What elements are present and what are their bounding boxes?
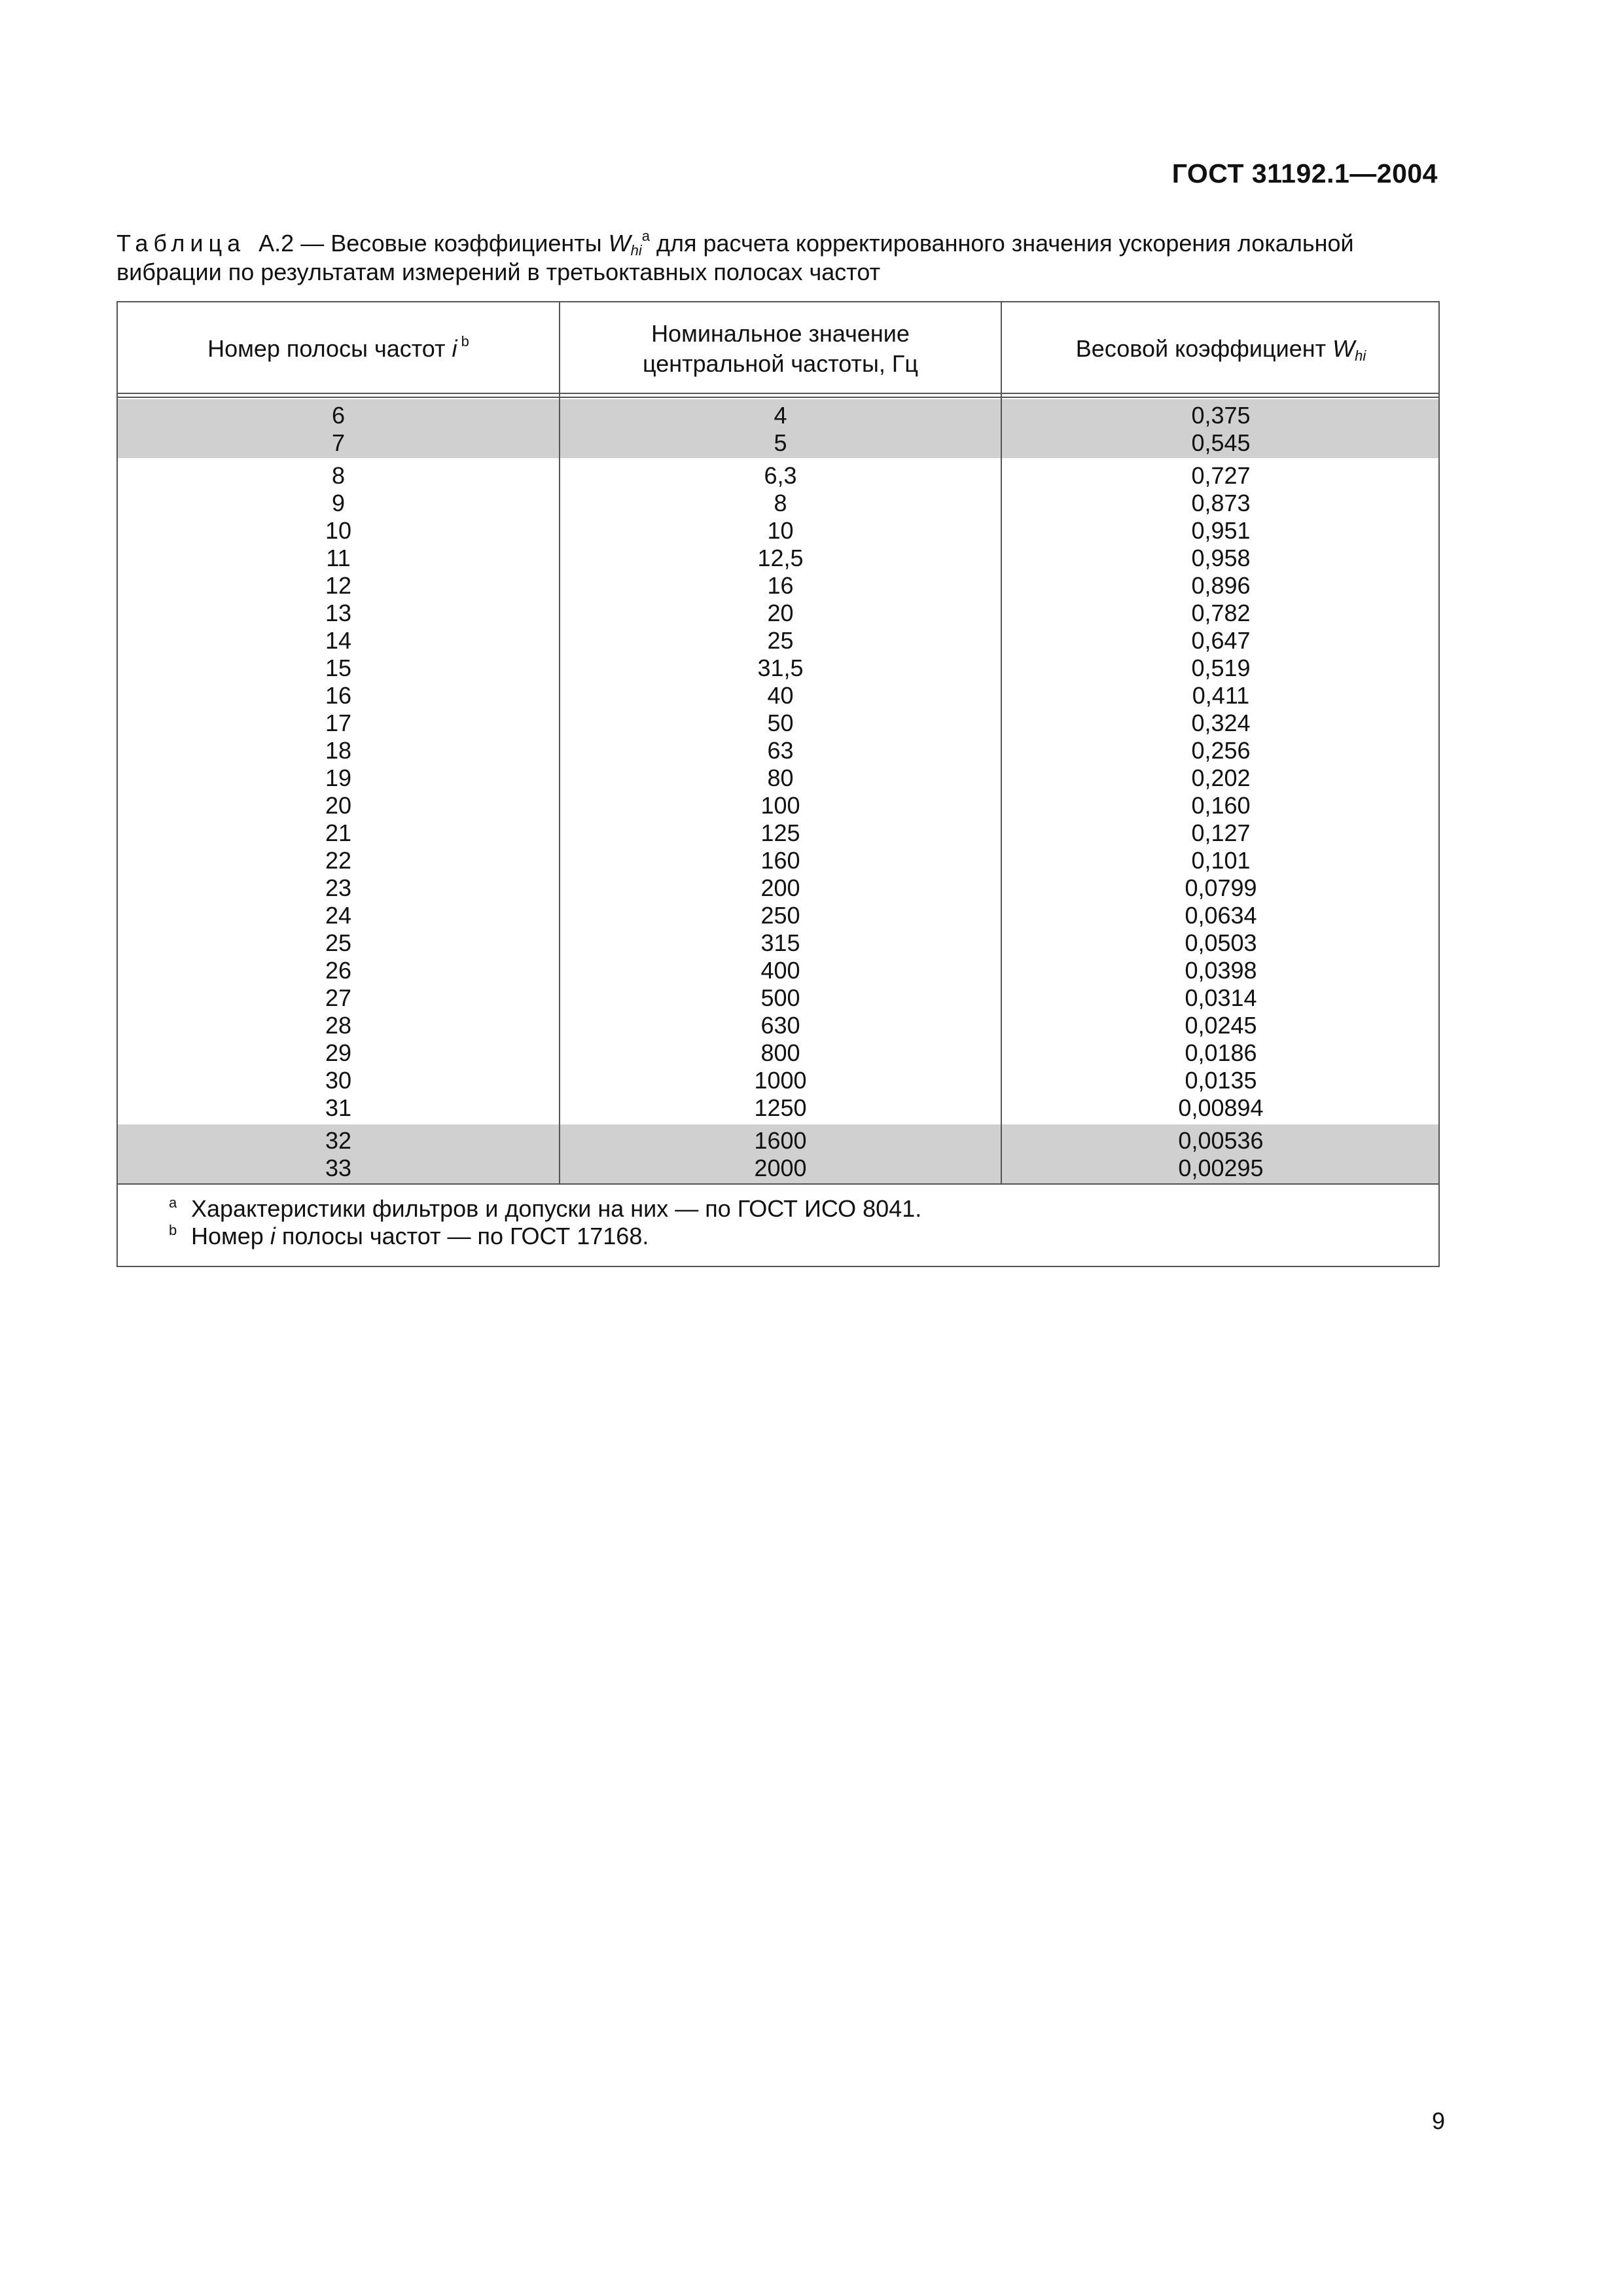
header-weighting [1002, 302, 1440, 395]
band-number-cell: 33 [325, 1155, 352, 1181]
table-row [118, 572, 1438, 600]
weight-cell: 0,782 [1191, 600, 1251, 626]
caption-symbol-sup: a [641, 228, 650, 244]
band-number-cell: 9 [331, 490, 346, 516]
frequency-cell: 10 [767, 517, 794, 544]
table-row [118, 792, 1438, 819]
frequency-cell: 80 [767, 764, 794, 791]
weight-cell: 0,00894 [1178, 1094, 1264, 1121]
caption-text-after: для расчета корректированного значения ускорения локальной вибрации по результатам измерений в третьоктавных полосах частот [116, 230, 1354, 285]
weight-cell: 0,0245 [1185, 1012, 1257, 1039]
table-row [118, 847, 1438, 874]
table-row [118, 429, 1438, 457]
footnote-text-after: полосы частот — по ГОСТ 17168. [275, 1223, 649, 1249]
column-divider [559, 302, 560, 1183]
band-number-cell: 24 [325, 902, 352, 929]
frequency-cell: 125 [760, 819, 800, 846]
table-row [118, 600, 1438, 627]
weight-cell: 0,160 [1191, 792, 1251, 819]
weight-cell: 0,0398 [1185, 957, 1257, 984]
band-number-cell: 30 [325, 1067, 352, 1094]
frequency-cell: 1600 [754, 1127, 807, 1154]
frequency-cell: 800 [760, 1039, 800, 1066]
weight-cell: 0,0314 [1185, 984, 1257, 1011]
band-number-cell: 12 [325, 572, 352, 599]
header-center-frequency-line1: Номинальное значение [651, 320, 910, 347]
frequency-cell: 500 [760, 984, 800, 1011]
caption-symbol: W [608, 230, 631, 257]
weight-cell: 0,375 [1191, 402, 1251, 429]
frequency-cell: 160 [760, 847, 800, 874]
frequency-cell: 20 [767, 600, 794, 626]
band-number-cell: 15 [325, 655, 352, 681]
band-number-cell: 7 [331, 429, 346, 456]
table-row [118, 874, 1438, 902]
band-number-cell: 8 [331, 462, 346, 489]
weight-cell: 0,127 [1191, 819, 1251, 846]
footnote-b: b Номер i полосы частот — по ГОСТ 17168. [169, 1222, 649, 1249]
weight-cell: 0,545 [1191, 429, 1251, 456]
caption-symbol-sub: hi [630, 242, 642, 259]
footnote-italic: i [270, 1223, 276, 1249]
frequency-cell: 315 [760, 929, 800, 956]
frequency-cell: 6,3 [764, 462, 797, 489]
table-row [118, 462, 1438, 490]
table-row [118, 929, 1438, 957]
table-row [118, 490, 1438, 517]
weight-cell: 0,896 [1191, 572, 1251, 599]
weight-cell: 0,519 [1191, 655, 1251, 681]
caption-label: Таблица [116, 230, 246, 257]
frequency-cell: 1250 [754, 1094, 807, 1121]
band-number-cell: 16 [325, 682, 352, 709]
band-number-cell: 13 [325, 600, 352, 626]
band-number-cell: 6 [331, 402, 346, 429]
table-row [118, 627, 1438, 655]
weight-cell: 0,727 [1191, 462, 1251, 489]
weight-cell: 0,647 [1191, 627, 1251, 654]
frequency-cell: 2000 [754, 1155, 807, 1181]
weight-cell: 0,00295 [1178, 1155, 1264, 1181]
band-number-cell: 23 [325, 874, 352, 901]
band-number-cell: 25 [325, 929, 352, 956]
footnote-text-before: Номер [191, 1223, 270, 1249]
table-row [118, 737, 1438, 764]
table-row [118, 1155, 1438, 1182]
weight-cell: 0,951 [1191, 517, 1251, 544]
weight-cell: 0,202 [1191, 764, 1251, 791]
header-band-number [118, 302, 559, 395]
band-number-cell: 20 [325, 792, 352, 819]
header-rule [118, 397, 1438, 398]
band-number-cell: 22 [325, 847, 352, 874]
frequency-cell: 100 [760, 792, 800, 819]
caption-number: А.2 [259, 230, 294, 257]
document-code: ГОСТ 31192.1—2004 [1171, 158, 1438, 188]
band-number-cell: 17 [325, 709, 352, 736]
weight-cell: 0,0135 [1185, 1067, 1257, 1094]
header-band-number-text: Номер полосы частот [207, 335, 452, 362]
band-number-cell: 18 [325, 737, 352, 764]
header-weighting-text: Весовой коэффициент [1075, 335, 1333, 362]
frequency-cell: 31,5 [757, 655, 804, 681]
band-number-cell: 28 [325, 1012, 352, 1039]
frequency-cell: 250 [760, 902, 800, 929]
header-rule [118, 393, 1438, 394]
band-number-cell: 10 [325, 517, 352, 544]
table-row [118, 984, 1438, 1012]
frequency-cell: 12,5 [757, 545, 804, 571]
frequency-cell: 630 [760, 1012, 800, 1039]
table-header-row [118, 302, 1438, 395]
header-band-number-italic: i [452, 335, 457, 362]
page-number: 9 [1431, 2108, 1445, 2134]
table-row [118, 682, 1438, 709]
table-row [118, 402, 1438, 429]
frequency-cell: 50 [767, 709, 794, 736]
frequency-cell: 16 [767, 572, 794, 599]
weight-cell: 0,411 [1192, 682, 1250, 709]
band-number-cell: 31 [325, 1094, 352, 1121]
column-divider [1001, 302, 1002, 1183]
table-row [118, 655, 1438, 682]
frequency-cell: 1000 [754, 1067, 807, 1094]
header-center-frequency-line2: центральной частоты, Гц [643, 350, 918, 377]
table-row [118, 902, 1438, 929]
table-row [118, 1127, 1438, 1155]
header-weighting-sub: hi [1355, 348, 1366, 364]
table-row [118, 819, 1438, 847]
table-caption [116, 229, 1452, 287]
weight-cell: 0,958 [1191, 545, 1251, 571]
weight-cell: 0,0186 [1185, 1039, 1257, 1066]
table-row [118, 1039, 1438, 1067]
weighting-table [116, 301, 1440, 1267]
band-number-cell: 11 [326, 545, 351, 571]
frequency-cell: 8 [774, 490, 787, 516]
weight-cell: 0,873 [1191, 490, 1251, 516]
header-center-frequency [560, 302, 1001, 395]
band-number-cell: 21 [325, 819, 352, 846]
weight-cell: 0,0799 [1185, 874, 1257, 901]
band-number-cell: 26 [325, 957, 352, 984]
weight-cell: 0,0503 [1185, 929, 1257, 956]
table-row [118, 545, 1438, 572]
caption-text-before: — Весовые коэффициенты [294, 230, 609, 257]
frequency-cell: 5 [774, 429, 787, 456]
band-number-cell: 27 [325, 984, 352, 1011]
header-band-number-sup: b [457, 333, 469, 350]
band-number-cell: 19 [325, 764, 352, 791]
weight-cell: 0,00536 [1178, 1127, 1264, 1154]
frequency-cell: 40 [767, 682, 794, 709]
header-weighting-symbol: W [1332, 335, 1355, 362]
weight-cell: 0,256 [1191, 737, 1251, 764]
table-row [118, 709, 1438, 737]
table-row [118, 1012, 1438, 1039]
table-row [118, 764, 1438, 792]
frequency-cell: 400 [760, 957, 800, 984]
frequency-cell: 63 [767, 737, 794, 764]
band-number-cell: 32 [325, 1127, 352, 1154]
table-row [118, 1067, 1438, 1094]
weight-cell: 0,324 [1191, 709, 1251, 736]
weight-cell: 0,101 [1191, 847, 1251, 874]
table-row [118, 957, 1438, 984]
table-row [118, 1094, 1438, 1122]
frequency-cell: 200 [760, 874, 800, 901]
footnote-text: Характеристики фильтров и допуски на них — по ГОСТ ИСО 8041. [191, 1195, 922, 1222]
table-row [118, 517, 1438, 545]
frequency-cell: 4 [774, 402, 787, 429]
weight-cell: 0,0634 [1185, 902, 1257, 929]
frequency-cell: 25 [767, 627, 794, 654]
band-number-cell: 29 [325, 1039, 352, 1066]
band-number-cell: 14 [325, 627, 352, 654]
footnote-a: a Характеристики фильтров и допуски на них — по ГОСТ ИСО 8041. [169, 1194, 922, 1222]
footnote-rule [118, 1183, 1438, 1185]
